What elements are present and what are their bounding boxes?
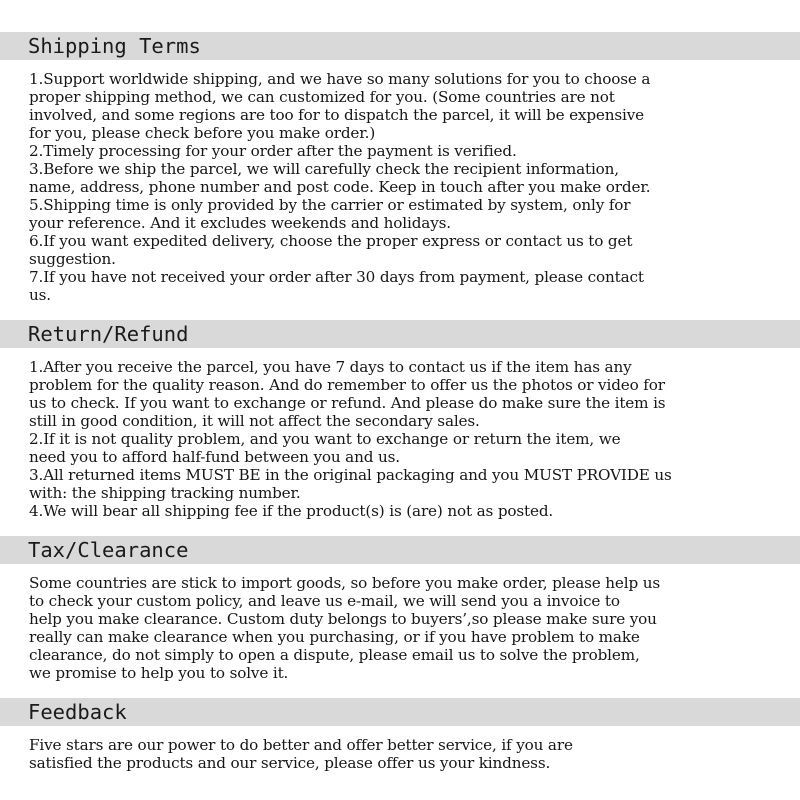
shipping-line: name, address, phone number and post code. Keep in touch after you make order. bbox=[29, 178, 651, 196]
feedback-line: satisfied the products and our service, please offer us your kindness. bbox=[29, 754, 551, 772]
feedback-title: Feedback bbox=[28, 700, 127, 724]
refund-line: 3.All returned items MUST BE in the original packaging and you MUST PROVIDE us bbox=[29, 466, 672, 484]
shipping-line: your reference. And it excludes weekends and holidays. bbox=[29, 214, 451, 232]
refund-line: 1.After you receive the parcel, you have 7 days to contact us if the item has any bbox=[29, 358, 632, 376]
shipping-line: 7.If you have not received your order after 30 days from payment, please contact bbox=[29, 268, 644, 286]
shipping-line: 1.Support worldwide shipping, and we have so many solutions for you to choose a bbox=[29, 70, 651, 88]
shipping-terms-title: Shipping Terms bbox=[28, 34, 201, 58]
shipping-line: 2.Timely processing for your order after the payment is verified. bbox=[29, 142, 517, 160]
shipping-line: us. bbox=[29, 286, 51, 304]
tax-line: Some countries are stick to import goods, so before you make order, please help us bbox=[29, 574, 660, 592]
shipping-line: involved, and some regions are too for to dispatch the parcel, it will be expensive bbox=[29, 106, 645, 124]
shipping-line: 5.Shipping time is only provided by the carrier or estimated by system, only for bbox=[29, 196, 631, 214]
tax-clearance-body bbox=[29, 574, 800, 682]
refund-line: 2.If it is not quality problem, and you want to exchange or return the item, we bbox=[29, 430, 621, 448]
shipping-line: 3.Before we ship the parcel, we will carefully check the recipient information, bbox=[29, 160, 619, 178]
shipping-line: proper shipping method, we can customized for you. (Some countries are not bbox=[29, 88, 615, 106]
refund-line: us to check. If you want to exchange or refund. And please do make sure the item is bbox=[29, 394, 666, 412]
tax-line: help you make clearance. Custom duty belongs to buyers’,so please make sure you bbox=[29, 610, 657, 628]
refund-line: problem for the quality reason. And do remember to offer us the photos or video for bbox=[29, 376, 665, 394]
refund-line: with: the shipping tracking number. bbox=[29, 484, 301, 502]
return-refund-body bbox=[29, 358, 800, 520]
refund-line: need you to afford half-fund between you and us. bbox=[29, 448, 400, 466]
refund-line: still in good condition, it will not affect the secondary sales. bbox=[29, 412, 480, 430]
shipping-line: 6.If you want expedited delivery, choose the proper express or contact us to get bbox=[29, 232, 633, 250]
return-refund-header bbox=[0, 320, 800, 348]
tax-line: we promise to help you to solve it. bbox=[29, 664, 289, 682]
shipping-terms-body bbox=[29, 70, 800, 304]
shipping-line: for you, please check before you make order.) bbox=[29, 124, 376, 142]
return-refund-title: Return/Refund bbox=[28, 322, 189, 346]
tax-line: really can make clearance when you purchasing, or if you have problem to make bbox=[29, 628, 640, 646]
feedback-header bbox=[0, 698, 800, 726]
tax-clearance-header bbox=[0, 536, 800, 564]
tax-line: clearance, do not simply to open a dispute, please email us to solve the problem, bbox=[29, 646, 640, 664]
shipping-terms-header bbox=[0, 32, 800, 60]
shipping-line: suggestion. bbox=[29, 250, 116, 268]
tax-clearance-title: Tax/Clearance bbox=[28, 538, 189, 562]
tax-line: to check your custom policy, and leave us e-mail, we will send you a invoice to bbox=[29, 592, 620, 610]
feedback-body bbox=[29, 736, 800, 772]
feedback-line: Five stars are our power to do better and offer better service, if you are bbox=[29, 736, 573, 754]
refund-line: 4.We will bear all shipping fee if the product(s) is (are) not as posted. bbox=[29, 502, 554, 520]
